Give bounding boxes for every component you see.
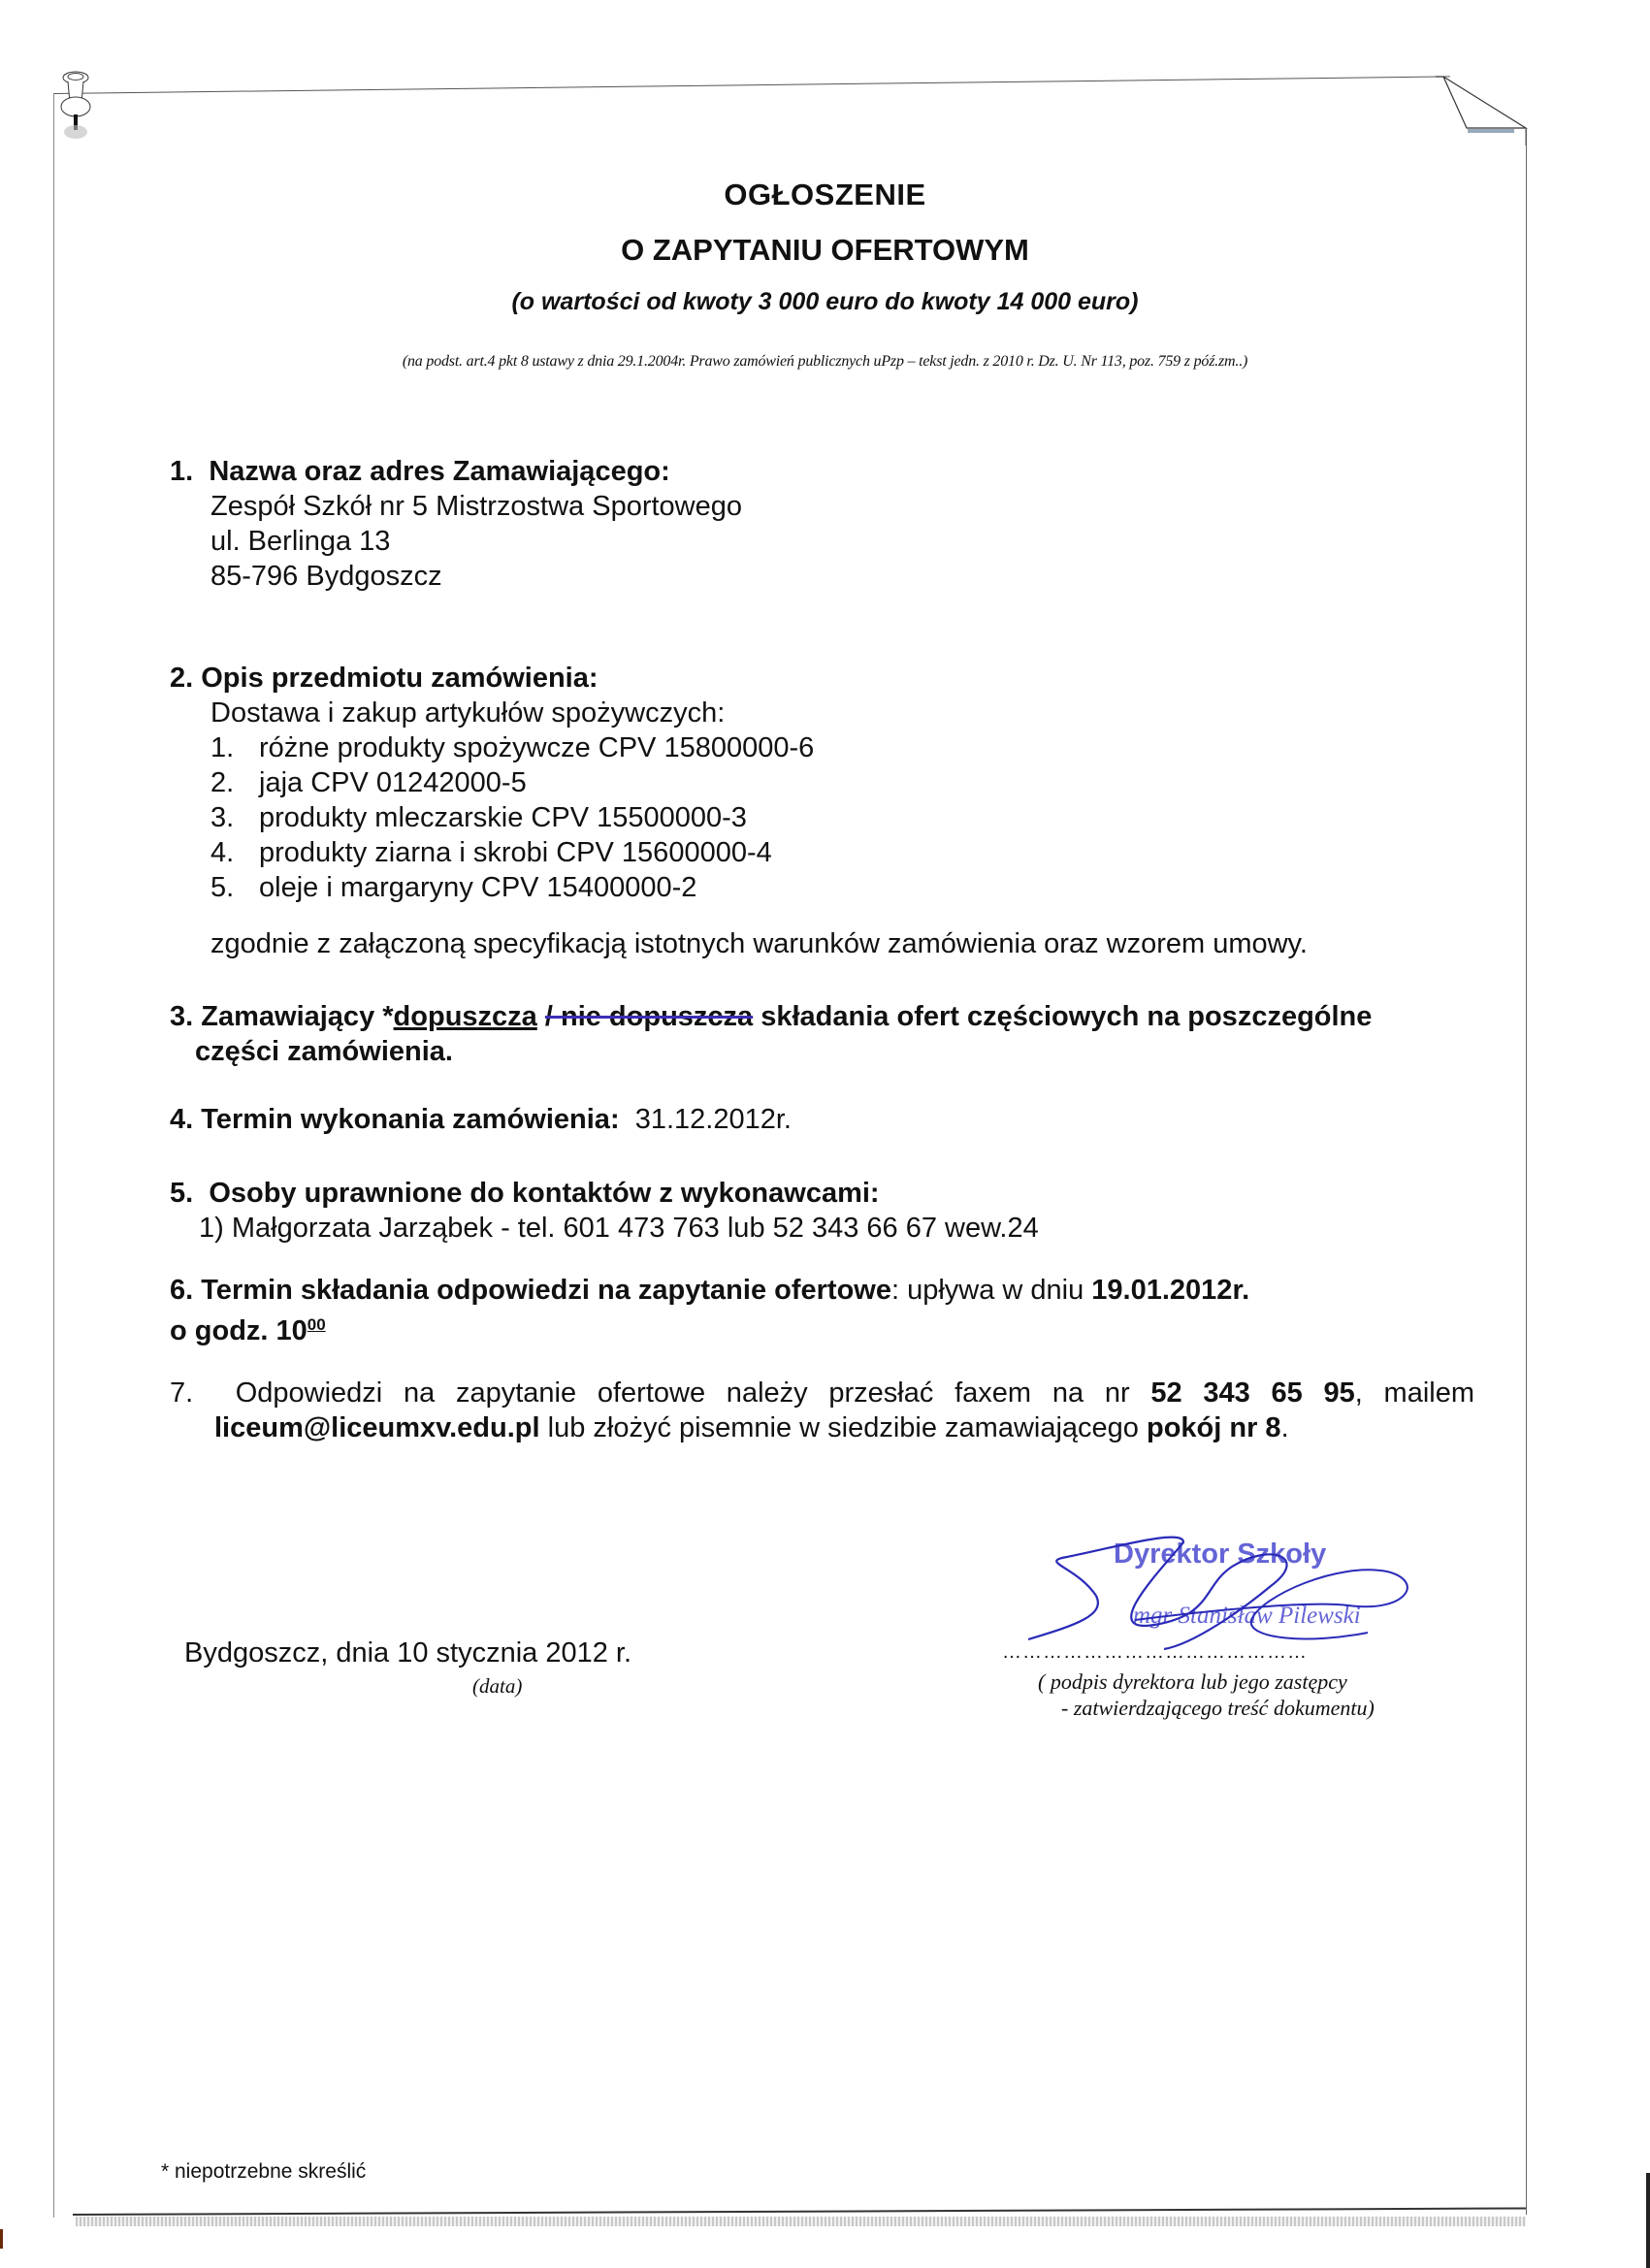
legal-basis: (na podst. art.4 pkt 8 ustawy z dnia 29.1.2004r. Prawo zamówień publicznych uPzp – tekst jedn. z 2010 r. Dz. U. Nr 113, poz. 759 z póź.zm..) bbox=[402, 353, 1248, 370]
list-item: 1. różne produkty spożywcze CPV 15800000-6 bbox=[210, 732, 815, 763]
section-5: 5. Osoby uprawnione do kontaktów z wykonawcami: 1) Małgorzata Jarząbek - tel. 601 473 763 lub 52 343 66 67 wew.24 bbox=[170, 1178, 1039, 1244]
section-3: 3. Zamawiający *dopuszcza / nie dopuszcza składania ofert częściowych na poszczególne części zamówienia. bbox=[170, 1001, 1373, 1067]
email-link[interactable]: liceum@liceumxv.edu.pl bbox=[214, 1412, 540, 1443]
folded-corner-icon bbox=[1436, 68, 1533, 146]
section-number: 3. bbox=[170, 1001, 194, 1032]
signature-caption: ( podpis dyrektora lub jego zastępcy - zatwierdzającego treść dokumentu) bbox=[1038, 1669, 1375, 1720]
frame-bottom-border bbox=[73, 2207, 1526, 2216]
signature-line: ……………………………………… bbox=[1002, 1641, 1308, 1663]
section-number: 1. bbox=[170, 456, 194, 487]
list-item: 3. produkty mleczarskie CPV 15500000-3 bbox=[210, 802, 747, 833]
handwritten-signature-icon bbox=[1019, 1528, 1445, 1654]
section-number: 2. bbox=[170, 663, 194, 694]
page-subtitle: O ZAPYTANIU OFERTOWYM bbox=[621, 233, 1029, 267]
stamp-title: Dyrektor Szkoły bbox=[1114, 1539, 1327, 1570]
struck-option: / nie dopuszcza bbox=[544, 1001, 754, 1032]
scan-mark bbox=[0, 2229, 3, 2249]
completion-date: 31.12.2012r. bbox=[634, 1104, 792, 1135]
date-caption: (data) bbox=[472, 1674, 523, 1698]
address-line: 85-796 Bydgoszcz bbox=[210, 561, 442, 592]
fax-number: 52 343 65 95 bbox=[1150, 1377, 1355, 1409]
section-heading: Osoby uprawnione do kontaktów z wykonawcami: bbox=[209, 1178, 880, 1209]
page-title: OGŁOSZENIE bbox=[724, 178, 926, 211]
section-heading: Termin składania odpowiedzi na zapytanie ofertowe bbox=[201, 1275, 891, 1306]
place-date: Bydgoszcz, dnia 10 stycznia 2012 r. bbox=[184, 1637, 632, 1669]
scan-edge bbox=[1646, 2173, 1650, 2268]
section-4: 4. Termin wykonania zamówienia: 31.12.2012r. bbox=[170, 1104, 792, 1135]
frame-left-border bbox=[53, 93, 54, 2218]
address-line: Zespół Szkół nr 5 Mistrzostwa Sportowego bbox=[210, 491, 742, 522]
frame-right-border bbox=[1526, 129, 1527, 2215]
address-line: ul. Berlinga 13 bbox=[210, 526, 391, 557]
section-1 bbox=[170, 454, 742, 594]
frame-top-border bbox=[53, 76, 1450, 94]
list-item: 4. produkty ziarna i skrobi CPV 15600000-4 bbox=[210, 837, 772, 868]
section-heading: Opis przedmiotu zamówienia: bbox=[201, 663, 599, 694]
frame-shadow bbox=[76, 2217, 1526, 2226]
section-closing: zgodnie z załączoną specyfikacją istotnych warunków zamówienia oraz wzorem umowy. bbox=[210, 928, 1308, 959]
room-number: pokój nr 8 bbox=[1146, 1412, 1281, 1443]
section-intro: Dostawa i zakup artykułów spożywczych: bbox=[210, 697, 726, 729]
deadline-date: 19.01.2012r. bbox=[1091, 1275, 1250, 1306]
section-6: 6. Termin składania odpowiedzi na zapytanie ofertowe: upływa w dniu 19.01.2012r. o godz. $10^{00}$ bbox=[170, 1275, 1250, 1346]
list-item: 2. jaja CPV 01242000-5 bbox=[210, 767, 527, 798]
stamp-name: mgr Stanisław Pilewski bbox=[1133, 1603, 1361, 1629]
contact-person: 1) Małgorzata Jarząbek - tel. 601 473 763 lub 52 343 66 67 wew.24 bbox=[199, 1213, 1039, 1244]
section-heading: Nazwa oraz adres Zamawiającego: bbox=[209, 456, 670, 487]
list-item: 5. oleje i margaryny CPV 15400000-2 bbox=[210, 872, 697, 903]
section-7: 7. Odpowiedzi na zapytanie ofertowe należy przesłać faxem na nr 52 343 65 95, mailem liceum@liceumxv.edu.pl lub złożyć pisemnie w siedzibie zamawiającego pokój nr 8. bbox=[170, 1377, 1475, 1443]
footnote: * niepotrzebne skreślić bbox=[161, 2160, 367, 2183]
allowed-option: dopuszcza bbox=[393, 1001, 537, 1032]
section-heading: Termin wykonania zamówienia: bbox=[201, 1104, 620, 1135]
value-range: (o wartości od kwoty 3 000 euro do kwoty 14 000 euro) bbox=[511, 288, 1139, 315]
section-2 bbox=[170, 661, 1308, 961]
pushpin-icon bbox=[56, 70, 95, 147]
